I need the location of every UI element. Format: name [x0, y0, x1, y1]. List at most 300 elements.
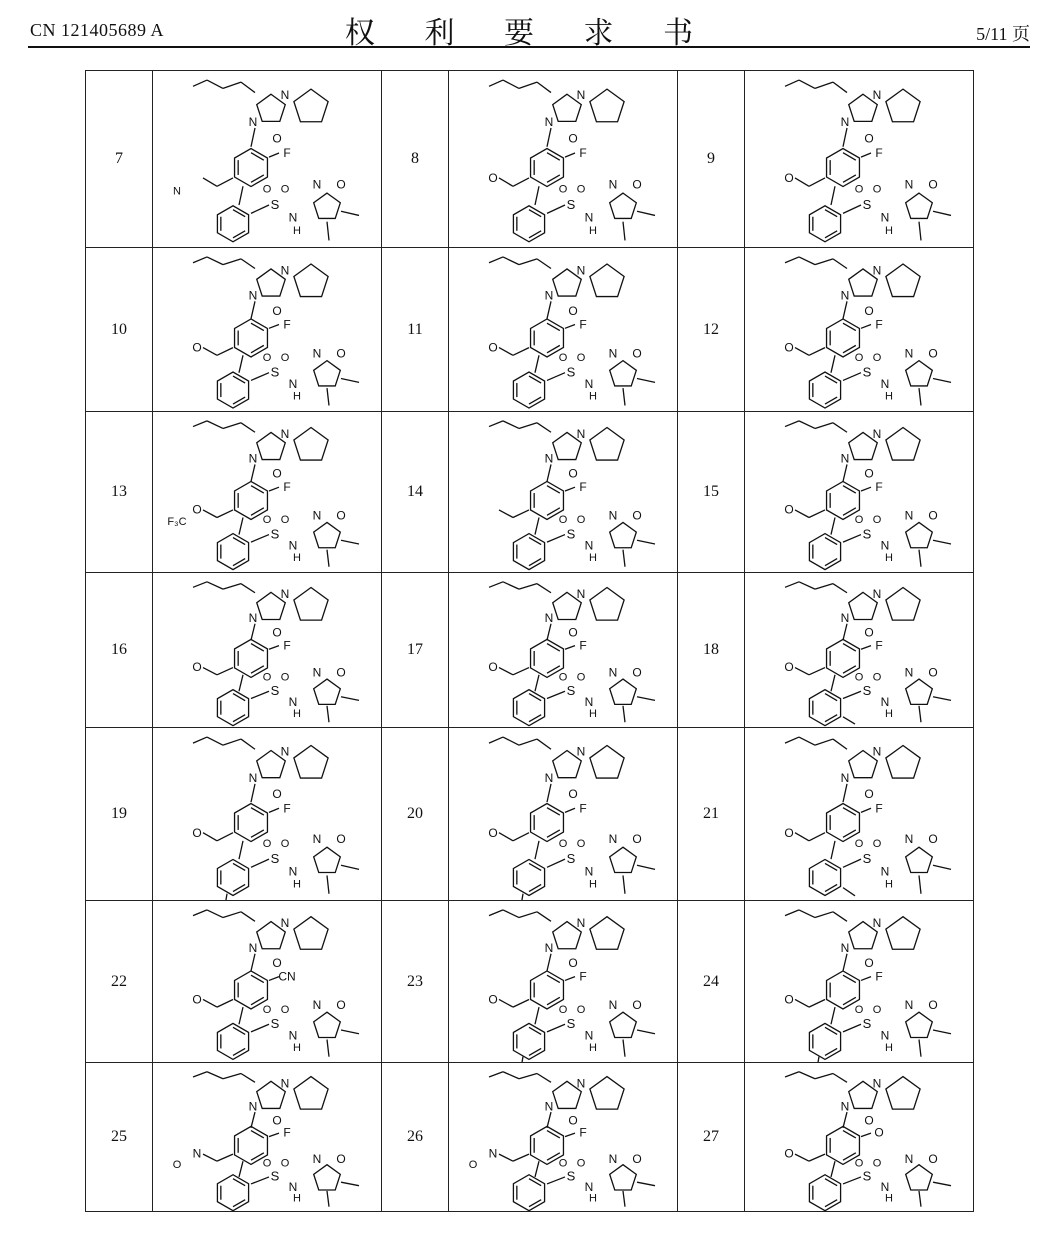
substituent-bond [217, 667, 233, 674]
double-bond [825, 693, 837, 700]
sulfonyl-oxygen-label: O [280, 1156, 290, 1169]
sulfonyl-oxygen-label: O [854, 183, 864, 196]
butyl-chain [815, 739, 833, 745]
biaryl-bond [239, 840, 243, 858]
substituent-heteroatom-label: N [488, 1146, 498, 1161]
isoxazole-oxygen-label: O [336, 997, 346, 1012]
biaryl-bond [239, 674, 243, 690]
compound-structure-cell [153, 901, 382, 1063]
carbonyl-oxygen-label: O [568, 625, 578, 640]
ortho-substituent-label: F [579, 968, 587, 983]
compound-structure-cell [153, 1063, 382, 1212]
isoxazole-oxygen-label: O [632, 665, 642, 680]
compound-structure-cell [153, 248, 382, 412]
ortho-bond [565, 1133, 575, 1137]
amide-hydrogen-label: H [293, 390, 301, 403]
substituent-bond [203, 509, 217, 517]
double-bond [825, 714, 837, 721]
compound-number: 27 [678, 1063, 745, 1212]
butyl-chain [489, 737, 503, 743]
methyl-bond [341, 1029, 359, 1033]
methylene-linker [843, 623, 847, 639]
central-benzene-ring [827, 148, 860, 186]
sulfur-label: S [270, 525, 280, 541]
sulfonyl-bond [547, 1176, 565, 1183]
butyl-chain [223, 422, 241, 428]
isoxazole-oxygen-label: O [336, 345, 346, 360]
isoxazole-ring [906, 522, 933, 547]
isoxazole-oxygen-label: O [928, 997, 938, 1012]
isoxazole-oxygen-label: O [336, 665, 346, 680]
amide-nitrogen-label: N [584, 1028, 594, 1043]
ortho-substituent-label: F [875, 316, 883, 331]
double-bond [251, 485, 264, 492]
isoxazole-ring [906, 193, 933, 218]
double-bond [843, 829, 856, 836]
butyl-chain [241, 739, 255, 749]
amide-nitrogen-label: N [880, 538, 890, 553]
isoxazole-nitrogen-label: N [312, 507, 322, 522]
isoxazole-ring [314, 193, 341, 218]
amide-hydrogen-label: H [589, 1191, 597, 1204]
methyl-bond [341, 696, 359, 700]
sulfonyl-bond [251, 1024, 269, 1032]
ring-nitrogen-label: N [872, 743, 882, 758]
ortho-bond [269, 487, 279, 491]
amide-nitrogen-label: N [880, 1028, 890, 1043]
sulfur-label: S [270, 682, 280, 698]
double-bond [529, 863, 541, 870]
substituent-heteroatom-label: O [488, 825, 498, 840]
double-bond [825, 209, 837, 216]
amide-hydrogen-label: H [589, 390, 597, 403]
molecule-structure [489, 420, 655, 569]
substituent-bond [217, 832, 233, 840]
methylene-linker [547, 127, 551, 146]
methyl-bond [933, 211, 951, 215]
amide-nitrogen-label: N [288, 694, 298, 709]
substituent-bond [795, 832, 809, 840]
methylene-linker [843, 127, 847, 146]
sulfur-label: S [862, 1015, 872, 1031]
sulfonyl-bond [251, 691, 269, 698]
amide-nitrogen-label: N [584, 863, 594, 878]
double-bond [529, 230, 541, 237]
butyl-chain [799, 256, 815, 264]
central-benzene-ring [235, 148, 268, 186]
biaryl-bond [831, 355, 835, 372]
structure-drawing [153, 413, 381, 572]
double-bond [233, 230, 245, 237]
ortho-bond [565, 645, 575, 649]
isoxazole-nitrogen-label: N [904, 831, 914, 846]
butyl-chain [241, 1073, 255, 1082]
compound-number: 14 [382, 412, 449, 573]
ortho-bond [565, 324, 575, 328]
isoxazole-nitrogen-label: N [608, 997, 618, 1012]
isoxazole-nitrogen-label: N [904, 507, 914, 522]
ring-nitrogen-label: N [248, 610, 258, 625]
isoxazole-oxygen-label: O [928, 665, 938, 680]
methyl-bond [919, 388, 921, 405]
lower-benzene-ring [809, 372, 840, 408]
substituent-bond [513, 509, 529, 517]
butyl-chain [519, 739, 537, 745]
ring-nitrogen-label: N [576, 262, 586, 277]
double-bond [843, 1130, 856, 1137]
isoxazole-ring [314, 679, 341, 704]
substituent-bond [217, 509, 233, 517]
methyl-bond [623, 875, 625, 893]
methylene-linker [251, 783, 255, 801]
amide-nitrogen-label: N [288, 538, 298, 553]
isoxazole-nitrogen-label: N [312, 176, 322, 191]
biaryl-bond [831, 840, 835, 858]
lower-substituent-bond [817, 1056, 819, 1061]
double-bond [843, 323, 856, 330]
isoxazole-oxygen-label: O [928, 176, 938, 191]
isoxazole-ring [610, 193, 637, 218]
butyl-chain [207, 909, 223, 917]
butyl-chain [489, 80, 503, 86]
ortho-substituent-label: F [283, 145, 291, 160]
sulfonyl-oxygen-label: O [558, 513, 568, 526]
sulfonyl-bond [251, 205, 269, 213]
structure-drawing [153, 72, 381, 247]
butyl-chain [799, 581, 815, 588]
butyl-chain [503, 909, 519, 917]
lower-substituent-bond [521, 893, 523, 899]
carbonyl-oxygen-label: O [568, 303, 578, 318]
compound-structure-cell [745, 1063, 974, 1212]
compound-row [86, 1063, 974, 1212]
double-bond [251, 323, 264, 330]
structure-drawing [745, 729, 973, 900]
molecule-structure [784, 80, 951, 242]
compound-row [86, 728, 974, 901]
methylene-linker [547, 623, 551, 639]
sulfonyl-oxygen-label: O [558, 1156, 568, 1169]
isoxazole-ring [610, 360, 637, 385]
methylene-linker [843, 783, 847, 801]
butyl-chain [223, 258, 241, 264]
double-bond [529, 1178, 541, 1185]
butyl-chain [785, 420, 799, 426]
butyl-chain [833, 82, 847, 92]
compound-table [85, 70, 974, 1212]
substituent-label: N [173, 185, 181, 198]
methylene-linker [251, 127, 255, 146]
substituent-heteroatom-label: O [488, 339, 498, 354]
molecule-structure [192, 256, 359, 407]
carbonyl-oxygen-label: O [272, 1112, 282, 1127]
double-bond [251, 152, 264, 159]
ortho-substituent-label: F [579, 1125, 587, 1140]
substituent-bond [499, 1154, 513, 1161]
double-bond [529, 1048, 541, 1055]
structure-drawing [449, 729, 677, 900]
isoxazole-oxygen-label: O [928, 507, 938, 522]
cyclopentane-ring [590, 1076, 624, 1109]
substituent-bond [513, 832, 529, 840]
double-bond [233, 693, 245, 700]
structure-drawing [745, 1064, 973, 1211]
cyclopentane-ring [886, 264, 920, 297]
sulfonyl-bond [843, 691, 861, 698]
methyl-bond [327, 549, 329, 566]
carbonyl-oxygen-label: O [864, 1112, 874, 1127]
methylene-linker [843, 464, 847, 481]
amide-hydrogen-label: H [885, 224, 893, 237]
double-bond [251, 643, 264, 650]
butyl-chain [503, 737, 519, 745]
ortho-substituent-label: F [579, 145, 587, 160]
ortho-bond [565, 152, 575, 156]
substituent-bond [795, 347, 809, 355]
carbonyl-oxygen-label: O [272, 131, 282, 146]
structure-drawing [153, 902, 381, 1062]
lower-benzene-ring [217, 1023, 248, 1059]
biaryl-bond [535, 517, 539, 534]
ortho-substituent-label: F [283, 316, 291, 331]
compound-number: 7 [86, 71, 153, 248]
ortho-substituent-label: O [874, 1125, 884, 1140]
sulfonyl-oxygen-label: O [280, 670, 290, 683]
biaryl-bond [239, 1161, 243, 1177]
biaryl-bond [831, 517, 835, 534]
biaryl-bond [535, 1161, 539, 1177]
isoxazole-oxygen-label: O [632, 507, 642, 522]
methylene-linker [251, 953, 255, 970]
ring-nitrogen-label: N [576, 743, 586, 758]
double-bond [843, 485, 856, 492]
compound-structure-cell [449, 728, 678, 901]
structure-drawing [449, 72, 677, 247]
methyl-bond [327, 1190, 329, 1206]
substituent-heteroatom-label: O [784, 339, 794, 354]
butyl-chain [223, 739, 241, 745]
compound-row [86, 412, 974, 573]
structure-drawing [745, 902, 973, 1062]
butyl-chain [537, 422, 551, 431]
sulfur-label: S [270, 1015, 280, 1031]
isoxazole-ring [906, 1012, 933, 1037]
molecule-structure [469, 1071, 655, 1210]
butyl-chain [537, 583, 551, 592]
sulfonyl-bond [843, 372, 861, 380]
butyl-chain [193, 1071, 207, 1076]
methyl-bond [919, 549, 921, 566]
lower-benzene-ring [513, 1174, 544, 1210]
double-bond [233, 1178, 245, 1185]
amide-nitrogen-label: N [288, 376, 298, 391]
amide-hydrogen-label: H [885, 1041, 893, 1054]
butyl-chain [799, 420, 815, 428]
methylene-linker [251, 623, 255, 639]
butyl-chain [193, 909, 207, 915]
ortho-bond [861, 324, 871, 328]
sulfonyl-bond [547, 859, 565, 867]
butyl-chain [799, 737, 815, 745]
compound-number: 11 [382, 248, 449, 412]
sulfur-label: S [270, 850, 280, 866]
molecule-structure [167, 420, 359, 569]
lower-benzene-ring [809, 689, 840, 725]
butyl-chain [519, 82, 537, 88]
isoxazole-oxygen-label: O [632, 831, 642, 846]
methylene-linker [843, 1112, 847, 1128]
carbonyl-oxygen-label: O [272, 955, 282, 970]
double-bond [843, 643, 856, 650]
ring-nitrogen-label: N [576, 586, 586, 601]
double-bond [233, 1027, 245, 1034]
ortho-bond [565, 487, 575, 491]
methyl-bond [327, 705, 329, 721]
butyl-chain [815, 1073, 833, 1078]
sulfonyl-bond [547, 205, 565, 213]
amide-nitrogen-label: N [288, 1028, 298, 1043]
amide-nitrogen-label: N [584, 538, 594, 553]
butyl-chain [799, 909, 815, 917]
ring-nitrogen-label: N [544, 114, 554, 129]
double-bond [825, 230, 837, 237]
lower-benzene-ring [217, 859, 248, 895]
butyl-chain [537, 739, 551, 749]
compound-number: 22 [86, 901, 153, 1063]
ring-nitrogen-label: N [872, 1076, 882, 1091]
ortho-bond [861, 976, 871, 980]
cyclopentane-ring [886, 587, 920, 620]
methyl-bond [327, 388, 329, 405]
molecule-structure [173, 1071, 359, 1210]
butyl-chain [223, 82, 241, 88]
isoxazole-oxygen-label: O [336, 1151, 346, 1166]
double-bond [529, 376, 541, 383]
double-bond [843, 975, 856, 982]
double-bond [547, 975, 560, 982]
ortho-substituent-label: F [283, 479, 291, 494]
isoxazole-oxygen-label: O [928, 831, 938, 846]
amide-hydrogen-label: H [293, 551, 301, 564]
ortho-substituent-label: F [875, 800, 883, 815]
double-bond [547, 1130, 560, 1137]
isoxazole-nitrogen-label: N [312, 997, 322, 1012]
ortho-bond [269, 152, 279, 156]
carbonyl-oxygen-label: O [568, 466, 578, 481]
isoxazole-nitrogen-label: N [608, 345, 618, 360]
double-bond [843, 174, 856, 181]
molecule-structure [784, 737, 951, 896]
substituent-bond [513, 999, 529, 1007]
double-bond [233, 863, 245, 870]
butyl-chain [489, 256, 503, 262]
amide-nitrogen-label: N [880, 1179, 890, 1194]
methyl-bond [933, 696, 951, 700]
biaryl-bond [535, 1007, 539, 1024]
sulfonyl-oxygen-label: O [872, 351, 882, 364]
isoxazole-ring [906, 847, 933, 872]
sulfonyl-bond [547, 534, 565, 542]
compound-structure-cell [153, 71, 382, 248]
isoxazole-oxygen-label: O [632, 997, 642, 1012]
butyl-chain [833, 739, 847, 749]
compound-row [86, 573, 974, 728]
butyl-chain [833, 583, 847, 592]
amide-hydrogen-label: H [293, 878, 301, 891]
sulfur-label: S [862, 525, 872, 541]
substituent-bond [217, 177, 233, 185]
cyclopentane-ring [886, 916, 920, 949]
double-bond [233, 209, 245, 216]
isoxazole-nitrogen-label: N [608, 831, 618, 846]
sulfur-label: S [270, 1167, 280, 1183]
compound-structure-cell [745, 71, 974, 248]
compound-structure-cell [745, 412, 974, 573]
double-bond [825, 1027, 837, 1034]
double-bond [547, 323, 560, 330]
sulfonyl-bond [251, 859, 269, 867]
methyl-bond [623, 705, 625, 721]
amide-nitrogen-label: N [584, 694, 594, 709]
ortho-substituent-label: F [875, 479, 883, 494]
carbonyl-oxygen-label: O [272, 303, 282, 318]
double-bond [825, 1048, 837, 1055]
double-bond [251, 807, 264, 814]
substituent-heteroatom-label: O [488, 991, 498, 1006]
sulfonyl-oxygen-label: O [576, 670, 586, 683]
molecule-structure [488, 737, 655, 900]
cyclopentane-ring [294, 587, 328, 620]
sulfonyl-bond [843, 1024, 861, 1032]
butyl-chain [503, 1071, 519, 1078]
ortho-substituent-label: F [875, 637, 883, 652]
ortho-substituent-label: F [579, 800, 587, 815]
ortho-substituent-label: F [283, 1125, 291, 1140]
ring-nitrogen-label: N [280, 262, 290, 277]
amide-nitrogen-label: N [880, 863, 890, 878]
ortho-bond [861, 152, 871, 156]
substituent-bond [499, 347, 513, 355]
double-bond [547, 829, 560, 836]
methyl-bond [919, 221, 921, 240]
amide-hydrogen-label: H [293, 224, 301, 237]
carbonyl-oxygen-label: O [864, 786, 874, 801]
ring-nitrogen-label: N [840, 1098, 850, 1113]
carbonyl-oxygen-label: O [864, 131, 874, 146]
patent-number: CN 121405689 A [30, 20, 165, 40]
isoxazole-oxygen-label: O [632, 1151, 642, 1166]
isoxazole-nitrogen-label: N [904, 1151, 914, 1166]
isoxazole-oxygen-label: O [336, 507, 346, 522]
double-bond [233, 1199, 245, 1206]
molecule-structure [192, 737, 359, 900]
ortho-bond [269, 808, 279, 812]
amide-hydrogen-label: H [293, 707, 301, 720]
ortho-bond [565, 808, 575, 812]
compound-number: 24 [678, 901, 745, 1063]
double-bond [233, 714, 245, 721]
methylene-linker [547, 783, 551, 801]
cyclopentane-ring [294, 745, 328, 778]
ring-nitrogen-label: N [280, 915, 290, 930]
ring-nitrogen-label: N [576, 1076, 586, 1091]
cyclopentane-ring [590, 264, 624, 297]
compound-row [86, 248, 974, 412]
methyl-bond [341, 865, 359, 869]
sulfonyl-oxygen-label: O [576, 837, 586, 850]
structure-drawing [153, 574, 381, 727]
double-bond [529, 884, 541, 891]
